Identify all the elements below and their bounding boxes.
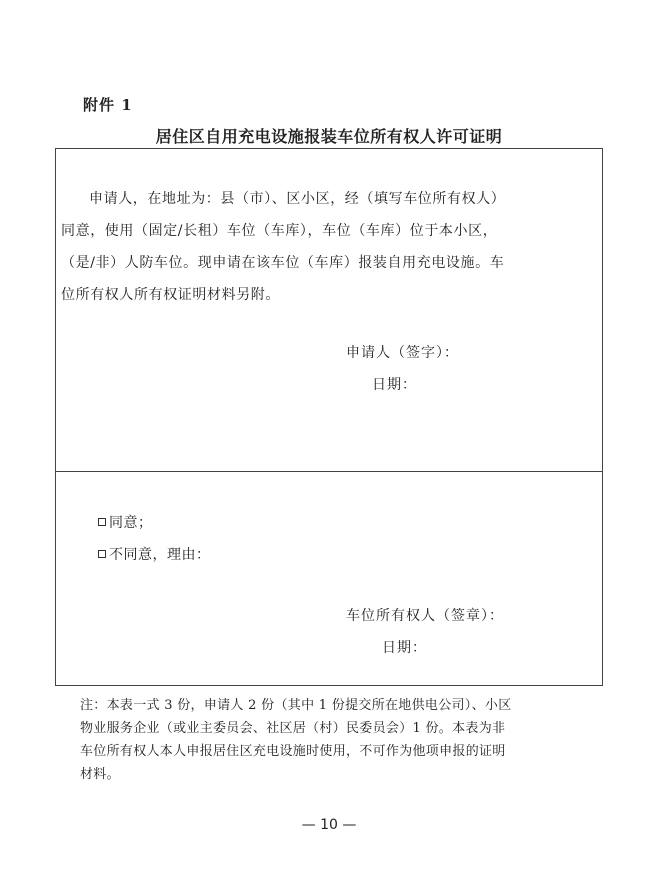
- statement-line: 同意，使用（固定/长租）车位（车库），车位（车库）位于本小区，: [61, 223, 498, 239]
- disagree-option: [98, 544, 211, 564]
- statement-line: 位所有权人所有权证明材料另附。: [61, 287, 280, 303]
- document-title: 居住区自用充电设施报装车位所有权人许可证明: [155, 127, 503, 146]
- applicant-statement: [61, 183, 599, 311]
- page-number: — 10 —: [301, 817, 357, 833]
- agree-option: [98, 512, 153, 532]
- statement-line: 申请人，在地址为：县（市）、区小区，经（填写车位所有权人）: [89, 191, 506, 207]
- agree-checkbox[interactable]: [98, 518, 106, 526]
- disagree-label: 不同意，理由：: [109, 547, 211, 563]
- note-line: 材料。: [80, 767, 120, 782]
- applicant-signature-label: 申请人（签字）：: [346, 345, 459, 361]
- owner-signature-label: 车位所有权人（签章）：: [346, 608, 504, 624]
- applicant-date-label: 日期：: [372, 377, 417, 393]
- owner-date-label: 日期：: [382, 640, 427, 656]
- attachment-label: 附件 1: [83, 96, 133, 114]
- agree-label: 同意；: [109, 515, 153, 531]
- footnote: [80, 694, 580, 786]
- permission-form-table: [55, 148, 603, 686]
- note-line: 车位所有权人本人申报居住区充电设施时使用，不可作为他项申报的证明: [80, 744, 506, 759]
- statement-line: （是/非）人防车位。现申请在该车位（车库）报装自用充电设施。车: [61, 255, 505, 271]
- note-line: 物业服务企业（或业主委员会、社区居（村）民委员会）1 份。本表为非: [80, 721, 506, 736]
- note-line: 注：本表一式 3 份，申请人 2 份（其中 1 份提交所在地供电公司）、小区: [80, 698, 512, 713]
- disagree-checkbox[interactable]: [98, 550, 106, 558]
- section-divider: [56, 471, 602, 472]
